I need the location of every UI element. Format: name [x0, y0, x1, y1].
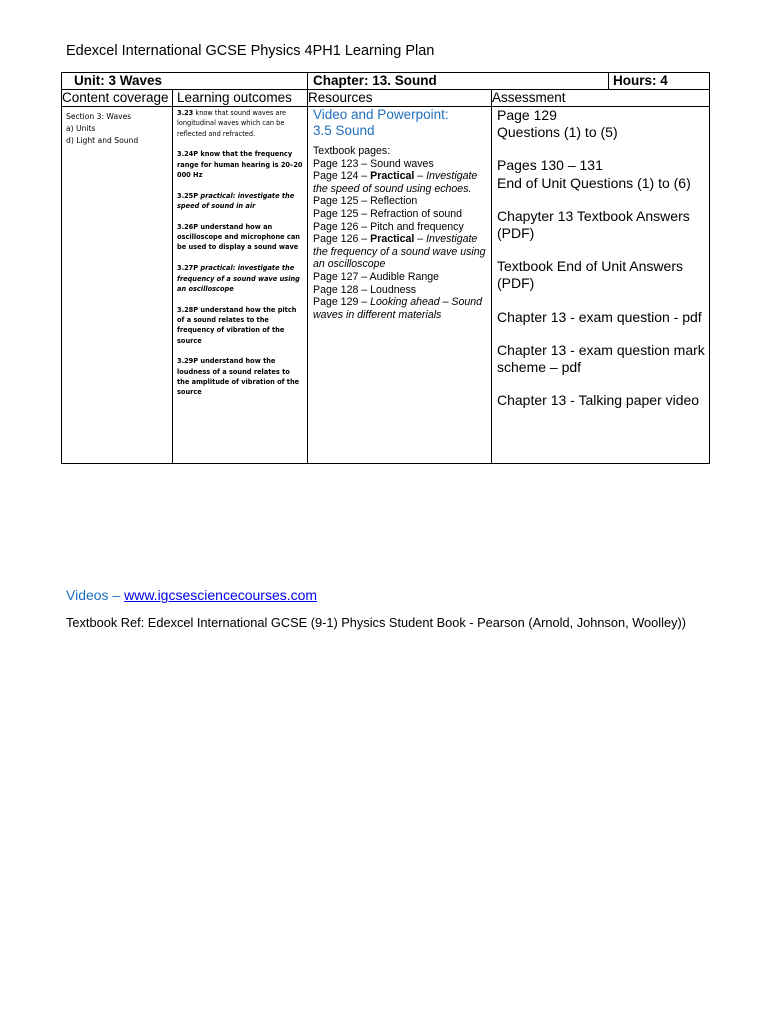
assessment-item — [497, 342, 707, 376]
outcome-text: understand how an oscilloscope and microphone can be used to display a sound wave — [177, 222, 300, 252]
outcome-code: 3.24P — [177, 150, 199, 159]
unit-cell: Unit: 3 Waves — [62, 73, 308, 90]
page-prefix: Page 125 – Refraction of sound — [313, 207, 463, 220]
content-line: Section 3: Waves — [66, 112, 132, 121]
page-prefix: Page 127 – Audible Range — [313, 270, 440, 283]
textbook-page-item — [313, 170, 489, 195]
outcome-code: 3.26P — [177, 222, 199, 231]
column-header-row — [62, 90, 710, 107]
outcome-code: 3.29P — [177, 357, 199, 366]
textbook-page-item — [313, 221, 489, 234]
video-powerpoint-link[interactable] — [313, 107, 489, 139]
assessment-line: Chapyter 13 Textbook Answers (PDF) — [497, 207, 690, 242]
page-prefix: Page 126 – Pitch and frequency — [313, 220, 464, 233]
assessment-item — [497, 107, 707, 141]
assessment-item — [497, 157, 707, 191]
videos-link[interactable]: www.igcsesciencecourses.com — [124, 587, 318, 603]
document-title: Edexcel International GCSE Physics 4PH1 Learning Plan — [66, 43, 435, 59]
learning-outcomes-header: Learning outcomes — [173, 90, 308, 107]
assessment-item — [497, 309, 707, 326]
outcome-code: 3.28P — [177, 305, 199, 314]
assessment-line: Questions (1) to (5) — [497, 124, 618, 141]
resources-cell — [308, 107, 492, 464]
textbook-pages-heading: Textbook pages: — [313, 145, 391, 157]
learning-outcome — [177, 191, 304, 212]
page-prefix: Page 129 – — [313, 296, 371, 309]
outcome-text: know that sound waves are longitudinal waves which can be reflected and refracted. — [177, 109, 287, 138]
content-coverage-header: Content coverage — [62, 90, 173, 107]
textbook-page-item — [313, 233, 489, 271]
assessment-item — [497, 208, 707, 242]
learning-outcome — [177, 263, 304, 294]
assessment-line: Chapter 13 - Talking paper video — [497, 392, 700, 409]
link-line[interactable]: 3.5 Sound — [313, 123, 375, 138]
page-bold: Practical — [370, 170, 415, 183]
assessment-line: Chapter 13 - exam question - pdf — [497, 308, 702, 325]
learning-outcome — [177, 108, 304, 139]
assessment-line: Chapter 13 - exam question mark scheme – pdf — [497, 341, 705, 376]
resources-header: Resources — [308, 90, 492, 107]
outcome-text: understand how the loudness of a sound relates to the amplitude of vibration of the source — [177, 357, 300, 397]
assessment-header: Assessment — [492, 90, 710, 107]
textbook-reference: Textbook Ref: Edexcel International GCSE (9-1) Physics Student Book - Pearson (Arnold, Johnson, Woolley)) — [66, 615, 686, 630]
assessment-line: Pages 130 – 131 — [497, 157, 603, 174]
assessment-line: Textbook End of Unit Answers (PDF) — [497, 258, 683, 292]
textbook-page-item — [313, 271, 489, 284]
textbook-page-item — [313, 195, 489, 208]
textbook-page-item — [313, 208, 489, 221]
outcome-text: know that the frequency range for human hearing is 20–20 000 Hz — [177, 150, 303, 179]
outcome-text: practical: investigate the frequency of a sound wave using an oscilloscope — [177, 264, 300, 293]
content-coverage-cell — [62, 107, 173, 464]
page-prefix: Page 128 – Loudness — [313, 283, 417, 296]
textbook-pages-list — [313, 158, 489, 322]
assessment-line: End of Unit Questions (1) to (6) — [497, 174, 691, 191]
learning-outcome — [177, 305, 304, 346]
page-prefix: Page 123 – Sound waves — [313, 157, 434, 170]
page-prefix: Page 126 – — [313, 233, 371, 246]
outcome-code: 3.27P — [177, 264, 199, 273]
table-header-row — [62, 73, 710, 90]
outcome-text: practical: investigate the speed of sound in air — [177, 191, 295, 211]
link-line[interactable]: Video and Powerpoint: — [313, 107, 449, 122]
content-line: a) Units — [66, 124, 96, 133]
assessment-line: Page 129 — [497, 107, 557, 123]
learning-outcome — [177, 222, 304, 253]
page-prefix: Page 124 – — [313, 170, 371, 183]
outcome-code: 3.23 — [177, 109, 194, 117]
learning-outcome — [177, 149, 304, 180]
videos-line — [66, 587, 317, 603]
outcome-text: understand how the pitch of a sound relates to the frequency of vibration of the source — [177, 305, 297, 345]
table-body-row — [62, 107, 710, 464]
page-prefix: Page 125 – Reflection — [313, 195, 418, 208]
page-italic: – Investigate the speed of sound using echoes. — [313, 170, 478, 195]
learning-outcomes-cell — [173, 107, 308, 464]
learning-plan-table — [61, 72, 710, 464]
assessment-item — [497, 392, 707, 409]
videos-label: Videos – — [66, 587, 125, 603]
page-italic: – Investigate the frequency of a sound wave using an oscilloscope — [313, 233, 486, 271]
page-bold: Practical — [370, 233, 415, 246]
page-italic: Looking ahead – Sound waves in different materials — [313, 296, 483, 321]
assessment-item — [497, 258, 707, 292]
textbook-page-item — [313, 158, 489, 171]
outcome-code: 3.25P — [177, 191, 199, 200]
assessment-cell — [492, 107, 710, 464]
textbook-page-item — [313, 284, 489, 297]
chapter-cell: Chapter: 13. Sound — [308, 73, 609, 90]
learning-outcome — [177, 356, 304, 397]
hours-cell: Hours: 4 — [609, 73, 710, 90]
textbook-page-item — [313, 296, 489, 321]
content-line: d) Light and Sound — [66, 136, 139, 145]
